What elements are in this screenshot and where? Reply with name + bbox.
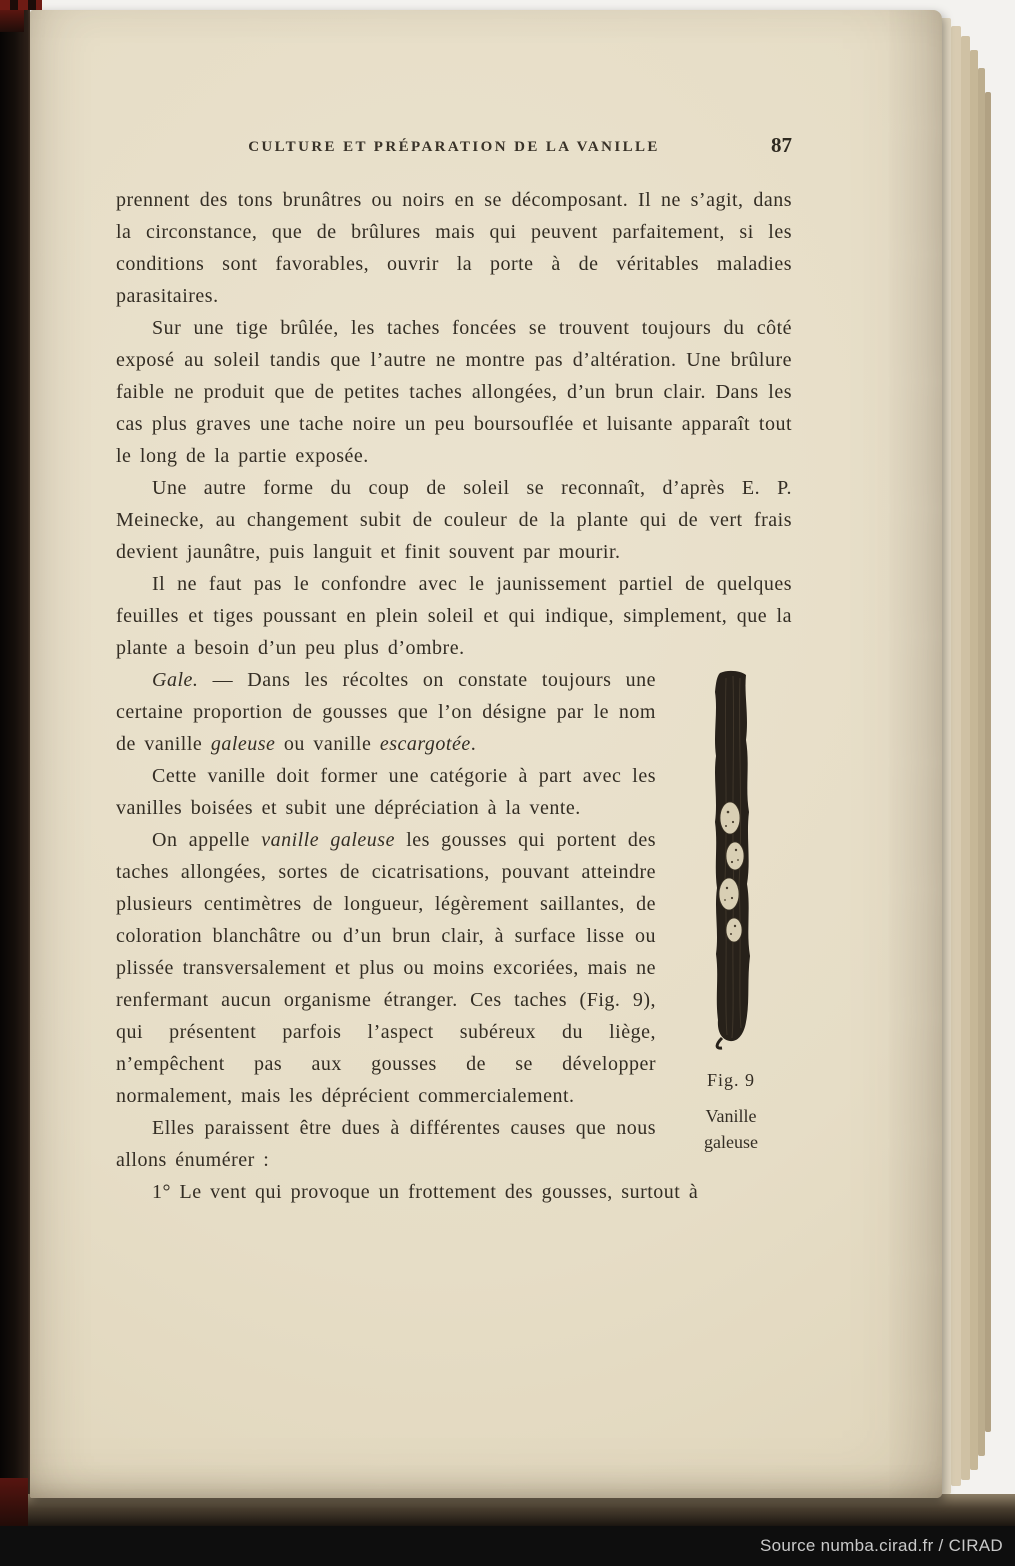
running-head [116, 133, 792, 162]
paragraph: prennent des tons brunâtres ou noirs en se décomposant. Il ne s’agit, dans la circonstance, que de brûlures mais qui peuvent parfaitement, si les conditions sont favorables, ouvrir la porte à de véritables maladies parasitaires. [116, 189, 792, 307]
paragraph: On appelle vanille galeuse les gousses qui portent des taches allongées, sortes de cicatrisations, pouvant atteindre plusieurs centimètres de longueur, légèrement saillantes, de coloration blanchâtre ou d’un brun clair, à surface lisse ou plissée transversalement et plus ou moins excoriées, mais ne renfermant aucun organisme étranger. Ces taches (Fig. 9), qui présentent parfois l’aspect subéreux du liège, n’empêchent pas aux gousses de se développer normalement, mais les déprécient commercialement. [116, 829, 656, 1107]
vanilla-pod-engraving-icon [702, 670, 760, 1050]
figure-captions [670, 1070, 792, 1155]
paragraph: Une autre forme du coup de soleil se reconnaît, d’après E. P. Meinecke, au changement subit de couleur de la plante qui de vert frais devient jaunâtre, puis languit et finit souvent par mourir. [116, 477, 792, 563]
spine-headband-top [0, 0, 42, 10]
source-bar [0, 1526, 1015, 1566]
paragraph: Il ne faut pas le confondre avec le jaunissement partiel de quelques feuilles et tiges poussant en plein soleil et qui indique, simplement, que la plante a besoin d’un peu plus d’ombre. [116, 573, 792, 659]
paragraph: 1° Le vent qui provoque un frottement des gousses, surtout à [152, 1181, 699, 1203]
running-title: CULTURE ET PRÉPARATION DE LA VANILLE [248, 139, 660, 155]
page-edge [985, 92, 991, 1432]
page-edge [951, 26, 961, 1486]
source-attribution: Source numba.cirad.fr / CIRAD [759, 1536, 1003, 1555]
page-edge [978, 68, 985, 1456]
spine-red-accent-top [0, 10, 24, 32]
text-block [116, 184, 792, 1208]
figure-vanilla-pod [670, 670, 792, 1155]
paragraph: Sur une tige brûlée, les taches foncées se trouvent toujours du côté exposé au soleil tandis que l’autre ne montre pas d’altération. Une brûlure faible ne produit que de petites taches allongées, d’un brun clair. Dans les cas plus graves une tache noire un peu boursouflée et luisante apparaît tout le long de la partie exposée. [116, 317, 792, 467]
spine-red-accent-bottom [0, 1478, 28, 1526]
paragraph: Gale. — Dans les récoltes on constate toujours une certaine proportion de gousses que l’on désigne par le nom de vanille galeuse ou vanille escargotée. [116, 669, 656, 755]
figure-label: Fig. 9 [706, 1070, 755, 1090]
page-edge [961, 36, 970, 1480]
page-content [30, 10, 942, 1208]
page-number: 87 [771, 133, 792, 157]
page-edge [970, 50, 978, 1470]
paragraph: Elles paraissent être dues à différentes causes que nous allons énumérer : [116, 1117, 656, 1171]
figure-caption: Vanille galeuse [704, 1106, 758, 1152]
page-bottom-shadow [0, 1494, 1015, 1526]
book-page [30, 10, 942, 1498]
paragraph: Cette vanille doit former une catégorie à part avec les vanilles boisées et subit une dépréciation à la vente. [116, 765, 656, 819]
